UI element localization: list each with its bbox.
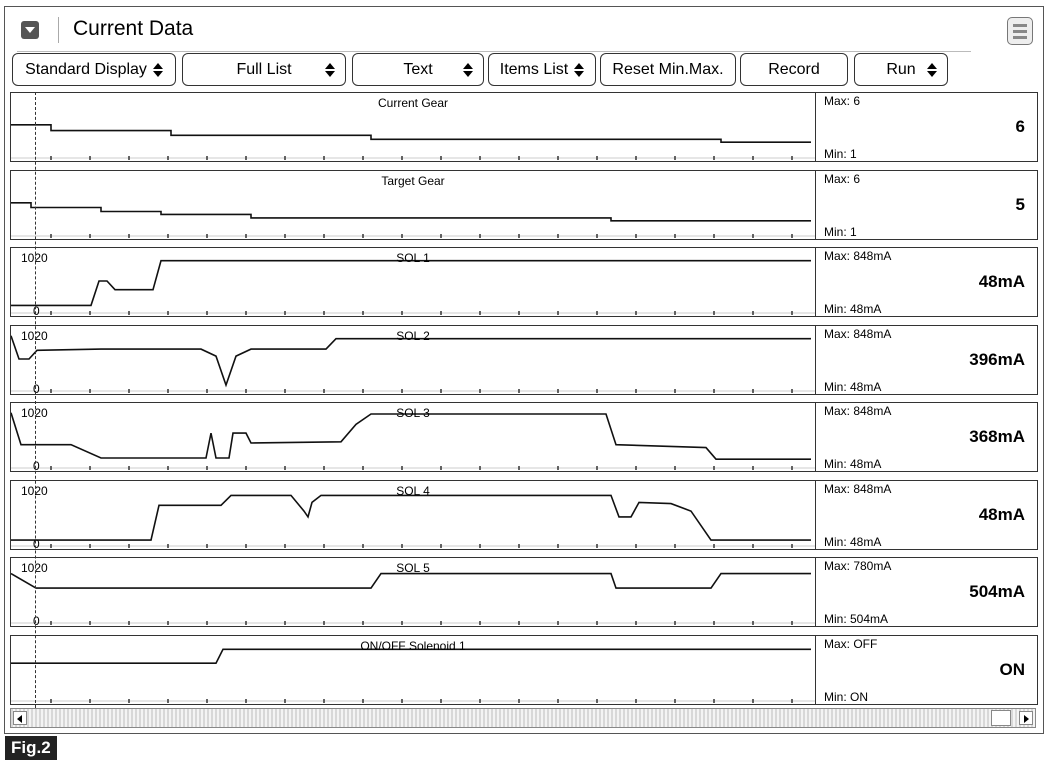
signal-trace — [11, 574, 811, 589]
toolbar-button-3[interactable] — [352, 53, 484, 86]
graph-row — [10, 635, 1038, 707]
max-value: Max: 848mA — [824, 404, 892, 418]
graph-title: ON/OFF Solenoid 1 — [360, 638, 466, 653]
min-value: Min: 48mA — [824, 534, 882, 549]
toolbar-button-label: Run — [886, 60, 916, 78]
graph-title: SOL 2 — [396, 328, 430, 343]
min-value: Min: 48mA — [824, 379, 882, 394]
scroll-left-arrow-icon[interactable] — [13, 711, 27, 725]
graph-plot — [10, 325, 816, 395]
toolbar-button-1[interactable] — [12, 53, 176, 86]
figure-label: Fig.2 — [5, 736, 57, 760]
current-value: 504mA — [969, 582, 1025, 601]
graph-plot — [10, 557, 816, 627]
toolbar-button-6[interactable] — [740, 53, 848, 86]
toolbar-button-5[interactable] — [600, 53, 736, 86]
graph-info-panel — [816, 170, 1038, 240]
horizontal-scrollbar[interactable] — [10, 708, 1036, 728]
graph-title: SOL 3 — [396, 406, 430, 420]
max-value: Max: 848mA — [824, 326, 892, 341]
graph-row — [10, 170, 1038, 242]
graph-row — [10, 247, 1038, 319]
graph-row — [10, 92, 1038, 164]
graph-plot — [10, 402, 816, 472]
graph-info-panel — [816, 635, 1038, 705]
graph-area — [10, 92, 1038, 705]
current-value: 48mA — [978, 272, 1025, 291]
y-max-label: 1020 — [21, 406, 48, 420]
max-value: Max: 848mA — [824, 249, 892, 263]
updown-arrows-icon — [574, 63, 584, 77]
max-value: Max: OFF — [824, 636, 878, 651]
signal-trace — [11, 261, 811, 306]
window-title: Current Data — [73, 17, 194, 40]
graph-info-panel — [816, 557, 1038, 627]
signal-trace — [11, 125, 811, 142]
updown-arrows-icon — [325, 63, 335, 77]
y-min-label: 0 — [33, 536, 40, 550]
y-max-label: 1020 — [21, 561, 48, 575]
y-min-label: 0 — [33, 459, 40, 472]
graph-title: SOL 4 — [396, 483, 430, 498]
signal-trace — [11, 335, 811, 384]
toolbar-button-label: Record — [768, 60, 820, 78]
title-divider — [17, 51, 971, 52]
toolbar-button-label: Items List — [499, 60, 569, 78]
min-value: Min: 48mA — [824, 302, 882, 316]
updown-arrows-icon — [927, 63, 937, 77]
y-max-label: 1020 — [21, 483, 48, 498]
title-separator — [58, 17, 59, 43]
min-value: Min: 504mA — [824, 612, 889, 626]
y-min-label: 0 — [33, 614, 40, 627]
toolbar-button-label: Full List — [236, 60, 292, 78]
y-min-label: 0 — [33, 381, 40, 395]
toolbar-button-label: Standard Display — [25, 60, 147, 78]
min-value: Min: 1 — [824, 224, 857, 239]
time-cursor[interactable] — [35, 92, 36, 708]
max-value: Max: 6 — [824, 171, 861, 186]
toolbar-button-4[interactable] — [488, 53, 596, 86]
min-value: Min: 1 — [824, 147, 857, 161]
current-value: ON — [999, 659, 1025, 679]
current-value: 6 — [1015, 117, 1025, 136]
scroll-thumb[interactable] — [991, 710, 1011, 726]
signal-trace — [11, 495, 811, 540]
max-value: Max: 6 — [824, 94, 861, 108]
toolbar-button-7[interactable] — [854, 53, 948, 86]
graph-row — [10, 402, 1038, 474]
graph-plot — [10, 170, 816, 240]
min-value: Min: ON — [824, 689, 869, 704]
graph-title: SOL 1 — [396, 251, 430, 265]
graph-plot — [10, 92, 816, 162]
max-value: Max: 780mA — [824, 559, 892, 573]
graph-info-panel — [816, 325, 1038, 395]
graph-plot — [10, 247, 816, 317]
updown-arrows-icon — [463, 63, 473, 77]
y-min-label: 0 — [33, 304, 40, 317]
graph-title: SOL 5 — [396, 561, 430, 575]
signal-trace — [11, 202, 811, 220]
graph-title: Target Gear — [381, 173, 445, 188]
current-value: 48mA — [978, 504, 1025, 524]
graph-row — [10, 557, 1038, 629]
current-value: 368mA — [969, 427, 1025, 446]
current-value: 396mA — [969, 349, 1025, 369]
scroll-right-arrow-icon[interactable] — [1019, 711, 1033, 725]
toolbar-button-2[interactable] — [182, 53, 346, 86]
graph-plot — [10, 635, 816, 705]
y-max-label: 1020 — [21, 251, 48, 265]
graph-title: Current Gear — [377, 96, 449, 110]
min-value: Min: 48mA — [824, 457, 882, 471]
menu-icon[interactable] — [1007, 17, 1033, 45]
graph-plot — [10, 480, 816, 550]
graph-info-panel — [816, 247, 1038, 317]
max-value: Max: 848mA — [824, 481, 892, 496]
y-max-label: 1020 — [21, 328, 48, 343]
graph-info-panel — [816, 92, 1038, 162]
graph-info-panel — [816, 402, 1038, 472]
graph-row — [10, 480, 1038, 552]
collapse-icon[interactable] — [21, 21, 39, 39]
updown-arrows-icon — [153, 63, 163, 77]
toolbar-button-label: Text — [403, 60, 433, 78]
toolbar-button-label: Reset Min.Max. — [612, 60, 724, 78]
current-value: 5 — [1015, 194, 1025, 214]
graph-info-panel — [816, 480, 1038, 550]
graph-row — [10, 325, 1038, 397]
